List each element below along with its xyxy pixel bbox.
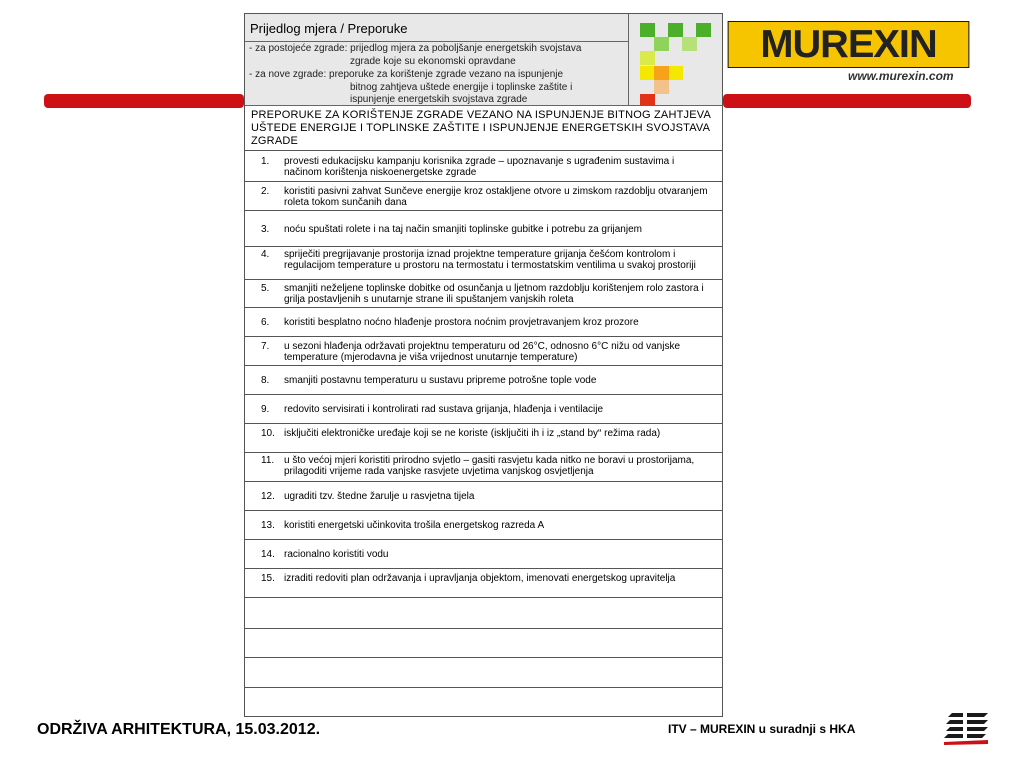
recommendation-text: smanjiti neželjene toplinske dobitke od osunčanja u ljetnom razdoblju korištenjem rolo zastora i grilja postavljenih s unutarnje strane ili spuštanjem vanjskih roleta xyxy=(284,283,704,305)
recommendation-text: redovito servisirati i kontrolirati rad sustava grijanja, hlađenja i ventilacije xyxy=(284,404,604,415)
recommendation-text: u sezoni hlađenja održavati projektnu temperaturu od 26°C, odnosno 6°C nižu od vanjske temperature (mjerodavna je viša vrijednost unutarnje temperature) xyxy=(284,341,681,363)
header-line-2: zgrade koje su ekonomski opravdane xyxy=(350,56,516,67)
header-line-3: - za nove zgrade: preporuke za korištenje zgrade vezano na ispunjenje xyxy=(249,69,564,80)
swatch-yellow-1 xyxy=(640,66,655,80)
recommendation-number: 8. xyxy=(261,375,270,386)
hka-logo-icon xyxy=(944,711,990,745)
swatch-yellowgreen xyxy=(640,51,655,65)
recommendation-number: 9. xyxy=(261,404,270,415)
header-divider xyxy=(245,41,628,42)
document-header xyxy=(245,14,629,106)
recommendation-row xyxy=(245,510,722,539)
footer-partner: ITV – MUREXIN u suradnji s HKA xyxy=(668,722,856,736)
recommendations-intro: PREPORUKE ZA KORIŠTENJE ZGRADE VEZANO NA ISPUNJENJE BITNOG ZAHTJEVA UŠTEDE ENERGIJE I TOPLINSKE ZAŠTITE I ISPUNJENJE ENERGETSKIH SVOJSTAVA ZGRADE xyxy=(251,109,711,147)
swatch-green-1 xyxy=(640,23,655,37)
recommendation-row xyxy=(245,481,722,510)
recommendation-text: u što većoj mjeri koristiti prirodno svjetlo – gasiti rasvjetu kada nitko ne boravi u prostorijama, prilagoditi vrijeme rada vanjske rasvjete uvjetima vanjskog osvjetljenja xyxy=(284,455,695,477)
header-line-1: - za postojeće zgrade: prijedlog mjera za poboljšanje energetskih svojstava xyxy=(249,43,582,54)
recommendation-row xyxy=(245,150,722,181)
recommendation-text: ugraditi tzv. štedne žarulje u rasvjetna tijela xyxy=(284,491,475,502)
red-bar-left xyxy=(44,94,244,108)
swatch-orange xyxy=(654,66,669,80)
recommendation-row xyxy=(245,246,722,279)
recommendation-text: smanjiti postavnu temperaturu u sustavu pripreme potrošne tople vode xyxy=(284,375,597,386)
recommendation-row xyxy=(245,279,722,307)
recommendation-row xyxy=(245,423,722,452)
recommendation-row xyxy=(245,307,722,336)
document-title: Prijedlog mjera / Preporuke xyxy=(250,21,408,36)
recommendation-number: 15. xyxy=(261,573,275,584)
recommendation-row xyxy=(245,210,722,246)
recommendation-row xyxy=(245,365,722,394)
swatch-red xyxy=(640,94,655,106)
recommendation-number: 1. xyxy=(261,156,270,167)
swatch-lightgreen-1 xyxy=(654,37,669,51)
swatch-green-3 xyxy=(696,23,711,37)
logo-url: www.murexin.com xyxy=(848,69,954,83)
swatch-lightorange xyxy=(654,80,669,94)
recommendation-text: spriječiti pregrijavanje prostorija iznad projektne temperature grijanja češćom kontrolom i regulacijom temperature u prostoru na termostatu i termostatskim ventilima u svakoj prostoriji xyxy=(284,249,696,271)
recommendation-number: 12. xyxy=(261,491,275,502)
recommendation-number: 7. xyxy=(261,341,270,352)
recommendation-number: 10. xyxy=(261,428,275,439)
recommendation-text: isključiti elektroničke uređaje koji se ne koriste (isključiti ih i iz „stand by“ režima rada) xyxy=(284,428,661,439)
recommendation-number: 11. xyxy=(261,455,275,466)
empty-row xyxy=(245,628,722,657)
recommendation-row xyxy=(245,539,722,568)
empty-row xyxy=(245,687,722,717)
recommendation-row xyxy=(245,452,722,481)
recommendation-number: 14. xyxy=(261,549,275,560)
logo-text: MUREXIN xyxy=(760,22,937,66)
energy-class-swatches xyxy=(629,14,722,106)
swatch-yellow-2 xyxy=(668,66,683,80)
empty-row xyxy=(245,657,722,687)
recommendation-text: provesti edukacijsku kampanju korisnika zgrade – upoznavanje s ugrađenim sustavima i načinom korištenja niskoenergetske zgrade xyxy=(284,156,675,178)
murexin-logo xyxy=(728,21,970,68)
footer-title-date: ODRŽIVA ARHITEKTURA, 15.03.2012. xyxy=(37,721,321,738)
recommendation-text: koristiti energetski učinkovita trošila energetskog razreda A xyxy=(284,520,545,531)
red-bar-right xyxy=(723,94,971,108)
recommendation-number: 13. xyxy=(261,520,275,531)
recommendation-number: 5. xyxy=(261,283,270,294)
recommendation-text: racionalno koristiti vodu xyxy=(284,549,389,560)
empty-row xyxy=(245,597,722,628)
recommendation-text: noću spuštati rolete i na taj način smanjiti toplinske gubitke i potrebu za grijanjem xyxy=(284,224,642,235)
recommendation-text: koristiti besplatno noćno hlađenje prostora noćnim provjetravanjem kroz prozore xyxy=(284,317,639,328)
header-line-4: bitnog zahtjeva uštede energije i toplinske zaštite i xyxy=(350,82,573,93)
recommendation-number: 2. xyxy=(261,186,270,197)
recommendation-number: 6. xyxy=(261,317,270,328)
header-line-5: ispunjenje energetskih svojstava zgrade xyxy=(350,94,528,105)
recommendation-text: izraditi redoviti plan održavanja i upravljanja objektom, imenovati energetskog upravitelja xyxy=(284,573,676,584)
recommendation-text: koristiti pasivni zahvat Sunčeve energije kroz ostakljene otvore u zimskom razdoblju otvaranjem roleta tokom sunčanih dana xyxy=(284,186,708,208)
recommendation-row xyxy=(245,394,722,423)
recommendation-row xyxy=(245,568,722,597)
swatch-lightgreen-2 xyxy=(682,37,697,51)
recommendation-row xyxy=(245,181,722,210)
recommendation-row xyxy=(245,336,722,365)
recommendation-document xyxy=(244,13,723,717)
swatch-green-2 xyxy=(668,23,683,37)
recommendation-number: 3. xyxy=(261,224,270,235)
recommendation-number: 4. xyxy=(261,249,270,260)
